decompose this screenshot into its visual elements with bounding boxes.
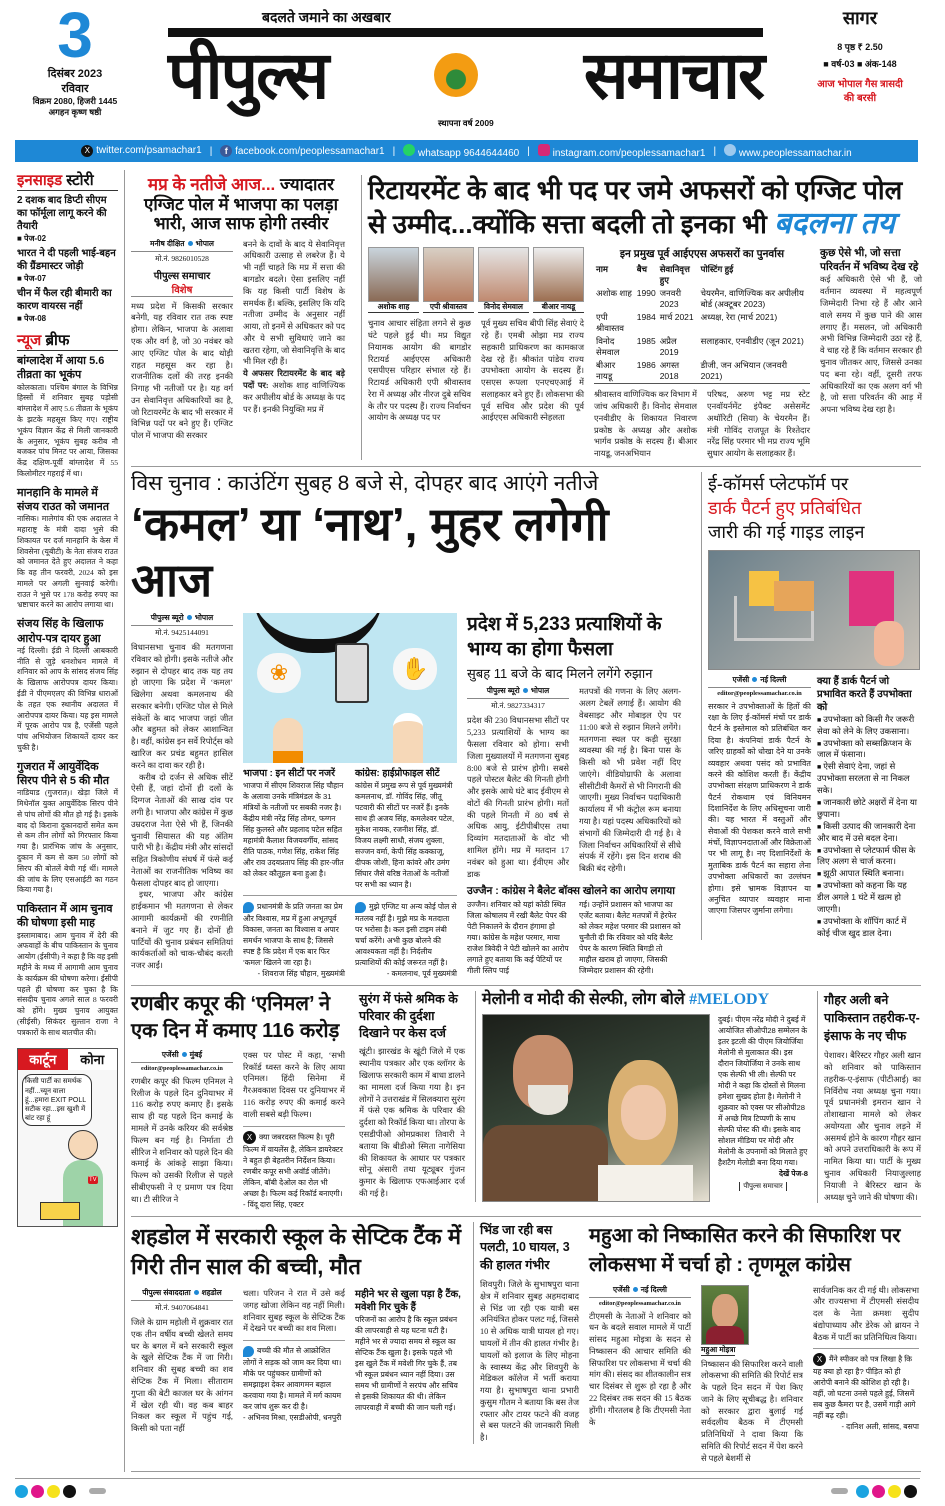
table-cell: मार्च 2021 [659, 312, 694, 323]
facebook-icon: f [220, 145, 232, 157]
weekday: रविवार [61, 83, 89, 95]
edition-city: सागर [842, 8, 878, 28]
officer-photo: एपी श्रीवास्तव [423, 247, 474, 313]
mahua-story [589, 1222, 921, 1465]
ias-rehab-table: इन प्रमुख पूर्व आईएएस अफसरों का पुनर्वास नाम बैच सेवानिवृत्त हुए पोस्टिंग हुई अशोक शाह 1990 जनवरी 2023 चेयरमैन, वाणिज्यिक कर अपीलीय बोर्ड (अक्टूबर 2023) एपी श्रीवास्तव 1984 मार्च 2021 अध्यक्ष, रेरा (मार्च 2021) विनोद सेमवाल 1985 अप्रैल 2019 सलाहकार, एनवीडीए (जून 2021) बीआर नायडू 1986 अगस्त 2018 डीजी, जन अभियान (जनवरी 2021) श्रीवास्तव वाणिज्यिक कर विभाग में जांच अधिकारी हैं। विनोद सेमवाल एनवीडीए के शिकायत निवारण प्रकोष्ठ के अध्यक्ष और अशोक भार्गव प्रकोष्ठ के सदस्य हैं। बीआर नायडू, जनअभियान परिषद, अरुण भट्ट मप्र स्टेट एनवॉयर्नमेंट इंपैक्ट असेसमेंट अथॉरिटी (सिया) के चेयरमैन हैं। मंत्री गोविंद राजपूत के रिश्तेदार नरेंद्र सिंह परमार भी मप्र राज्य भूमि सुधार आयोग के सलाहकार हैं। [594, 248, 810, 459]
color-registration-marks-left [15, 1485, 106, 1498]
photo-credit: पीपुल्स समाचार [739, 1182, 787, 1191]
dark-pattern-list: ■ उपभोक्ता को किसी गैर जरूरी सेवा को लेने के लिए उकसाना। ■ उपभोक्ता को सब्सक्रिप्शन के जाल में फंसाना। ■ ऐसी सेवाएं देना, जहां से उपभोक्ता सरलता से ना निकल सके। ■ जानकारी छोटे अक्षरों में देना या छुपाना। ■ किसी उत्पाद की जानकारी देना और बाद में उसे बदल देना। ■ उपभोक्ता से प्लेटफार्म फीस के लिए अलग से चार्ज करना। ■ झूठी आपात स्थिति बनाना। ■ उपभोक्ता को कहना कि यह डील अगले 1 घंटे में खत्म हो जाएगी। ■ उपभोक्ता के शॉपिंग कार्ट में कोई चीज खुद डाल देना। [817, 714, 920, 940]
lead-body-col: विधानसभा चुनाव की मतगणना रविवार को होगी। इसके नतीजे और रुझान से दोपहर बाद तक यह तय हो जाएगा कि प्रदेश में ‘कमल’ खिलेगा अथवा कमलनाथ की सरकार बनेगी। एग्जिट पोल से मिले संकेतों के बाद भाजपा जहां जीत और बहुमत को लेकर आशान्वित है। वहीं, कांग्रेस इन सर्वे रिपोर्ट्स को खारिज कर प्रचंड बहुमत हासिल करने का दावा कर रही है। करीब दो दर्जन से अधिक सीटें ऐसी हैं, जहां दोनों ही दलों के दिग्गज नेताओं की साख दांव पर लगी है। भाजपा और कांग्रेस में कुछ उम्रदराज नेता ऐसे भी हैं, जिनकी चुनावी सियासत की यह अंतिम पारी भी है। केंद्रीय मंत्री और सांसदों सहित त्रिकोणीय संघर्ष में फंसे कई नेताओं का राजनीतिक भविष्य का फैसला दोपहर बाद हो जाएगा। इधर, भाजपा और कांग्रेस हाईकमान भी मतगणना से लेकर आगामी कार्यक्रमों की रणनीति बनाने में जुट गए हैं। दोनों ही पार्टियों की चुनाव प्रबंधन समितियां कार्यकर्ताओं को चाक-चौबंद करती नजर आईं। [131, 643, 233, 971]
table-cell: जनवरी 2023 [659, 288, 682, 310]
table-cell: चेयरमैन, वाणिज्यिक कर अपीलीय बोर्ड (अक्टूबर 2023) [700, 288, 804, 310]
social-link-whatsapp[interactable]: whatsapp 9644644460 [403, 144, 519, 159]
mp-results-col-2: बनने के दावों के बाद ये सेवानिवृत्त अधिकारी उत्साह से लबरेज हैं। ये भी नहीं चाहते कि मप्र में सत्ता की बागडोर बदले। ऐसा इसलिए नहीं कि यह किसी पार्टी विशेष के समर्थक हैं। बल्कि, इसलिए कि यदि नतीजा उम्मीद के अनुसार नहीं आया, तो इनमें से अधिकतर को पद और ये सभी सुविधाएं जाने का खतरा रहेगा, जो सेवानिवृत्ति के बाद भी मिल रही हैं। ये अफसर रिटायरमेंट के बाद बड़े पदों पर: अशोक शाह वाणिज्यिक कर अपीलीय बोर्ड के अध्यक्ष के पद पर हैं। इनकी नियुक्ति मप्र में [243, 239, 345, 414]
inside-item[interactable]: भारत ने दी पहली भाई-बहन की ग्रैंडमास्टर जोड़ी ■ पेज-07 [17, 248, 116, 283]
lotus-icon: ❀ [257, 653, 301, 693]
quote-icon [243, 1346, 254, 1357]
x-icon: X [243, 1131, 256, 1144]
table-row [594, 287, 810, 311]
table-cell: एपी श्रीवास्तव [596, 312, 625, 334]
news-brief-title: न्यूज ब्रीफ [17, 330, 118, 351]
table-cell: अप्रैल 2019 [659, 336, 679, 358]
mahua-moitra-photo [701, 1285, 749, 1345]
band-lead [131, 467, 921, 986]
cartoon-head [68, 1130, 98, 1160]
melody-story [475, 991, 807, 1202]
table-cell: 1990 [636, 288, 656, 299]
gohar-body: पेशावर। बैरिस्टर गौहर अली खान को शनिवार को पाकिस्तान तहरीक-ए-इंसाफ (पीटीआई) का निर्विरोध नया अध्यक्ष चुना गया। पूर्व प्रधानमंत्री इमरान खान ने तोशाखाना मामले को लेकर अयोग्यता और चुनाव लड़ने में असमर्थ होने के कारण गौहर खान को अपने उत्तराधिकारी के रूप में नामित किया था। पार्टी के मुख्य चुनाव अधिकारी नियाजुल्लाह नियाजी ने बैरिस्टर खान के अध्यक्ष चुने जाने की घोषणा की। [824, 1051, 921, 1202]
social-link-facebook[interactable]: f facebook.com/peoplessamachar1 [220, 145, 384, 157]
candidates-body-2: मतपत्रों की गणना के लिए अलग-अलग टेबलें लगाई हैं। आयोग की वेबसाइट और मोबाइल ऐप पर 11:00 बजे से रुझान मिलने लगेंगे। मतगणना स्थल पर कड़ी सुरक्षा व्यवस्था की गई है। बिना पास के किसी को भी प्रवेश नहीं दिए जाएंगे। वीडियोग्राफी के अलावा सीसीटीवी कैमरों से भी निगरानी की जाएगी। मुख्य निर्वाचन पदाधिकारी कार्यालय में भी कंट्रोल रूम बनाया गया है। यहां पदस्थ अधिकारियों को संभागों की जिम्मेदारी दी गई है। वे जिला निर्वाचन अधिकारियों से सीधे संपर्क में रहेंगे। इस दिन शराब की बिक्री बंद रहेगी। [579, 687, 681, 874]
masthead-right [800, 6, 920, 104]
officer-photo: विनोद सेमवाल [478, 247, 529, 313]
table-cell: डीजी, जन अभियान (जनवरी 2021) [700, 360, 788, 382]
social-link-twitter[interactable]: X twitter.com/psamachar1 [81, 145, 201, 157]
logo-pen-emblem-icon [434, 53, 478, 97]
quote-icon [355, 902, 366, 913]
left-column [17, 170, 125, 1472]
band-middle [131, 986, 921, 1217]
table-cell: सलाहकार, एनवीडीए (जून 2021) [700, 336, 804, 347]
mahua-body-3: सार्वजनिक कर दी गई थी। लोकसभा और राज्यसभा में टीएमसी संसदीय दल के नेता क्रमशः सुदीप बंद्योपाध्याय और डेरेक ओ ब्रायन ने बैठक में पार्टी का प्रतिनिधित्व किया। [813, 1285, 919, 1342]
quote-kamalnath: मुझे एग्जिट या अन्य कोई पोल से मतलब नहीं है। मुझे मप्र के मतदाता पर भरोसा है। कल इसी टाइम लंबी चर्चा करेंगे। अभी कुछ बोलने की आवश्यकता नहीं है। निर्दलीय प्रत्याशियों की कोई जरूरत नहीं है। - कमलनाथ, पूर्व मुख्यमंत्री [355, 902, 457, 978]
brief-item: गुजरात में आयुर्वेदिक सिरप पीने से 5 की मौत नाडियाड (गुजरात)। खेड़ा जिले में मिथेनॉल युक्त आयुर्वेदिक सिरप पीने से पांच लोगों की मौत हो गई है। इसके बाद दो किराना दुकानदारों समेत कम से कम तीन लोगों को गिरफ्तार किया गया है। प्रारंभिक जांच के अनुसार, दुकान में कम से कम 50 लोगों को सिरप की बोतलें बेची गई थीं। मामले की जांच के लिए एसआईटी का गठन किया गया है। [17, 760, 118, 895]
candidates-body-1: प्रदेश की 230 विधानसभा सीटों पर 5,233 प्रत्याशियों के भाग्य का फैसला रविवार को होगा। सभी जिला मुख्यालयों में मतगणना सुबह 8:00 बजे से प्रारंभ होगी। सबसे पहले पोस्टल बैलेट की गिनती होगी और इसके आधे घंटे बाद ईवीएम से वोटों की गिनती प्रारंभ होगी। मतों की पहले गिनती में 80 वर्ष से अधिक आयु, ईटीपीबीएस तथा दिव्यांग मतदाताओं के वोट भी शामिल होंगे। मप्र में मतदान 17 नवंबर को हुआ था। ईवीएम और डाक [467, 716, 569, 879]
hand-icon: ✋ [393, 648, 437, 690]
logo-left-text: पीपुल्स [168, 37, 328, 112]
cartoon-speech-bubble: किसी पार्टी का समर्थक नहीं...च्यून वाला हूं...हमारा EXIT POLL सटीक रहा...इस खुशी में बांट रहा हूं [22, 1074, 92, 1125]
ujjain-body-2: गई। उन्होंने प्रशासन को भाजपा का एजेंट बताया। बैलेट मतपत्रों में हेरफेर को लेकर महेश परमार की प्रशासन को चुनौती दी कि रविवार को यदि बैलेट पेपर के कारण स्थिति बिगड़ी तो माहौल खराब हो जाएगा, जिसकी जिम्मेदार प्रशासन की रहेगी। [579, 900, 681, 976]
shahdol-byline: पीपुल्स संवाददाता शहडोल मो.नं. 9407064841 [131, 1288, 233, 1317]
pages-price: 8 पृष्ठ ₹ 2.50 [837, 42, 883, 52]
retirement-body-3: श्रीवास्तव वाणिज्यिक कर विभाग में जांच अधिकारी हैं। विनोद सेमवाल एनवीडीए के शिकायत निवारण प्रकोष्ठ के अध्यक्ष और अशोक भार्गव प्रकोष्ठ के सदस्य हैं। बीआर नायडू, जनअभियान [594, 390, 697, 459]
bjp-seats: भाजपा : इन सीटों पर नजरें भाजपा में सीएम शिवराज सिंह चौहान के अलावा उनके मंत्रिमंडल के 31 मंत्रियों के नतीजों पर सबकी नजर है। केंद्रीय मंत्री नरेंद्र सिंह तोमर, फग्गन सिंह कुलस्ते और प्रहलाद पटेल सहित महामंत्री कैलाश विजयवर्गीय, सांसद रीति पाठक, गणेश सिंह, राकेश सिंह और राव उदयप्रताप सिंह की हार-जीत को लेकर कौतूहल बना हुआ है। [243, 768, 344, 879]
animal-quote: X क्या जबरदस्त फिल्म है। पूरी फिल्म में वायलेंस है, लेकिन डायरेक्टर ने बहुत ही बेहतरीन निर्देशन किया। रणबीर कपूर सभी अवॉर्ड जीतेंगे। लेकिन, बॉबी देओल का रोल भी अच्छा है। फिल्म कई रिकॉर्ड बनाएगी। - विंदू दारा सिंह, एक्टर [243, 1126, 345, 1210]
inside-item[interactable]: चीन में फैल रही बीमारी का कारण वायरस नहीं ■ पेज-08 [17, 288, 112, 323]
mahua-photo-caption: महुआ मोइत्रा [701, 1344, 736, 1354]
special-note: आज भोपाल गैस त्रासदी की बरसी [817, 79, 903, 104]
ias-table: नाम बैच सेवानिवृत्त हुए पोस्टिंग हुई अशोक शाह 1990 जनवरी 2023 चेयरमैन, वाणिज्यिक कर अपीलीय बोर्ड (अक्टूबर 2023) एपी श्रीवास्तव 1984 मार्च 2021 अध्यक्ष, रेरा (मार्च 2021) विनोद सेमवाल 1985 अप्रैल 2019 सलाहकार, एनवीडीए (जून 2021) बीआर नायडू 1986 अगस्त 2018 डीजी, जन अभियान (जनवरी 2021) [594, 263, 810, 384]
shahdol-body-2: चला। परिजन ने रात में उसे कई जगह खोजा लेकिन वह नहीं मिली। शनिवार सुबह स्कूल के सेप्टिक टैंक में देखने पर बच्ची का शव मिला। [243, 1289, 345, 1334]
shahdol-headline[interactable]: शहडोल में सरकारी स्कूल के सेप्टिक टैंक में गिरी तीन साल की बच्ची, मौत [131, 1223, 461, 1280]
cartoon-image [18, 1070, 117, 1225]
animal-byline: एजेंसी मुंबई editor@peoplessamachar.co.in [131, 1050, 233, 1076]
retirement-headline[interactable]: रिटायरमेंट के बाद भी पद पर जमे अफसरों को एग्जिट पोल से उम्मीद...क्योंकि सत्ता बदली तो इनका भी बदलना तय [368, 175, 903, 241]
tunnel-body: खूंटी। झारखंड के खूंटी जिले में एक स्थानीय पत्रकार और एक व्लॉगर के खिलाफ सरकारी काम में बाधा डालने का मामला दर्ज किया गया है। इन लोगों ने उत्तराखंड में सिलक्यारा सुरंग में फंसे एक श्रमिक के परिवार की दुर्दशा को रिकॉर्ड किया था। तोरपा के एसडीपीओ ओमप्रकाश तिवारी ने बताया कि बीडीओ स्मिता नागेसिया की शिकायत के आधार पर पत्रकार सोनू अंसारी तथा यूट्यूबर गुंजन कुमार के खिलाफ एफआईआर दर्ज की गई है। [359, 1047, 465, 1198]
dark-pattern-box: क्या हैं डार्क पैटर्न जो प्रभावित करते हैं उपभोक्ता को ■ उपभोक्ता को किसी गैर जरूरी सेवा को लेने के लिए उकसाना। ■ उपभोक्ता को सब्सक्रिप्शन के जाल में फंसाना। ■ ऐसी सेवाएं देना, जहां से उपभोक्ता सरलता से ना निकल सके। ■ जानकारी छोटे अक्षरों में देना या छुपाना। ■ किसी उत्पाद की जानकारी देना और बाद में उसे बदल देना। ■ उपभोक्ता से प्लेटफार्म फीस के लिए अलग से चार्ज करना। ■ झूठी आपात स्थिति बनाना। ■ उपभोक्ता को कहना कि यह डील अगले 1 घंटे में खत्म हो जाएगी। ■ उपभोक्ता के शॉपिंग कार्ट में कोई चीज खुद डाल देना। [817, 675, 920, 940]
table-row [594, 359, 810, 384]
social-bar: X twitter.com/psamachar1 | f facebook.com/peoplessamachar1 | whatsapp 9644644460 | instagram.com/peoplessamachar1 | www.peoplessamachar.in [15, 140, 918, 162]
mahua-headline[interactable]: महुआ को निष्कासित करने की सिफारिश पर लोकसभा में चर्चा हो : तृणमूल कांग्रेस [589, 1224, 901, 1276]
table-cell: अशोक शाह [596, 288, 632, 299]
candidates-story [467, 613, 681, 976]
tunnel-headline[interactable]: सुरंग में फंसे श्रमिक के परिवार की दुर्दशा दिखाने पर केस दर्ज [359, 991, 458, 1040]
brief-item: बांग्लादेश में आया 5.6 तीव्रता का भूकंप कोलकाता। पश्चिम बंगाल के विभिन्न हिस्सों में शनिवार सुबह पड़ोसी बांग्लादेश में आए 5.6 तीव्रता के भूकंप के झटके महसूस किए गए। राष्ट्रीय भूकंप विज्ञान केंद्र से मिली जानकारी के अनुसार, भूकंप सुबह करीब नौ बजकर पांच मिनट पर आया, जिसका केंद्र दक्षिण-पूर्वी बांग्लादेश में 55 किलोमीटर गहराई में था। [17, 355, 118, 478]
candidates-byline: पीपुल्स ब्यूरो भोपाल मो.नं. 9827334317 [467, 686, 569, 715]
retirement-body-4: परिषद, अरुण भट्ट मप्र स्टेट एनवॉयर्नमेंट इंपैक्ट असेसमेंट अथॉरिटी (सिया) के चेयरमैन हैं। मंत्री गोविंद राजपूत के रिश्तेदार नरेंद्र सिंह परमार भी मप्र राज्य भूमि सुधार आयोग के सलाहकार हैं। [707, 390, 810, 459]
sweets-box [40, 1202, 80, 1220]
logo-right-text: समाचार [583, 37, 763, 112]
mahua-byline: एजेंसी नई दिल्ली editor@peoplessamachar.co.in [589, 1285, 691, 1311]
mahua-body-2: निष्कासन की सिफारिश करने वाली लोकसभा की समिति की रिपोर्ट सत्र के पहले दिन सदन में पेश किए जाने के लिए सूचीबद्ध है। शनिवार को सरकार द्वारा बुलाई गई सर्वदलीय बैठक में टीएमसी प्रतिनिधियों ने दावा किया कि समिति की रिपोर्ट सदन में पेश करने से पहले बेशर्मी से [701, 1359, 803, 1463]
instagram-icon [538, 144, 550, 156]
inside-story-title: इनसाइड स्टोरी [17, 170, 118, 191]
main-content [131, 170, 921, 1472]
calendar-era: विक्रम 2080, हिजरी 1445 [32, 96, 118, 106]
mahua-quote: X मैंने स्पीकर को पत्र लिखा है कि यह क्या हो रहा है? पीड़ित को ही आरोपी बनाने की कोशिश हो रही है। वहीं, जो घटना उनसे पहले हुई, जिसमें सब कुछ कैमरा पर है, उसमें गाड़ी आगे नहीं बढ़ रही। - दानिश अली, सांसद, बसपा [813, 1348, 919, 1432]
tithi: अगहन कृष्ण षष्ठी [48, 107, 102, 117]
gohar-story [817, 991, 921, 1204]
animal-headline[interactable]: रणबीर कपूर की ‘एनिमल’ ने एक दिन में कमाए 116 करोड़ [131, 992, 340, 1042]
footer-marks [15, 1478, 920, 1498]
melody-headline[interactable]: मेलोनी व मोदी की सेल्फी, लोग बोले #MELODY [482, 990, 770, 1008]
inside-item[interactable]: 2 दशक बाद डिप्टी सीएम का फॉर्मूला लागू करने की तैयारी ■ पेज-02 [17, 195, 107, 243]
quote-shivraj: प्रधानमंत्री के प्रति जनता का प्रेम और विश्वास, मप्र में हुआ अभूतपूर्व विकास, जनता का विश्वास व अपार समर्थन भाजपा के साथ है; जिससे स्पष्ट है कि प्रदेश में एक बार फिर ‘कमल’ खिलने जा रहा है। - शिवराज सिंह चौहान, मुख्यमंत्री [243, 902, 345, 978]
shahdol-body-1: जिले के ग्राम महोली में शुक्रवार रात एक तीन वर्षीय बच्ची खेलते समय घर के बगल में बने सरकारी स्कूल के खुले सेप्टिक टैंक में जा गिरी। शनिवार की सुबह बच्ची का शव सेप्टिक टैंक में मिला। सीताराम गुप्ता की बेटी काजल घर के आंगन में खेल रही थी। वह कब बाहर निकल कर स्कूल में पहुंच गई, किसी को पता नहीं [131, 1318, 233, 1434]
melody-body: दुबई। पीएम नरेंद्र मोदी ने दुबई में आयोजित सीओपी28 सम्मेलन के इतर इटली की पीएम जियोर्जिया मेलोनी से मुलाकात की। इस दौरान जियोर्जिया ने उनके साथ एक सेल्फी भी ली। सेल्फी पर मोदी ने कहा कि दोस्तों से मिलना हमेशा सुखद होता है। मेलोनी ने शुक्रवार को एक्स पर सीओपी28 में अच्छे मित्र टिप्पणी के साथ सेल्फी पोस्ट की थी। इसके बाद सोशल मीडिया पर मोदी और मेलोनी के उपनामों को मिलाते हुए हैशटैग मेलोडी बना दिया गया। देखें पेज-8 [718, 1015, 808, 1179]
table-cell: विनोद सेमवाल [596, 336, 620, 358]
table-cell: अध्यक्ष, रेरा (मार्च 2021) [700, 312, 778, 323]
social-link-website[interactable]: www.peoplessamachar.in [724, 144, 852, 159]
gohar-headline[interactable]: गौहर अली बने पाकिस्तान तहरीक-ए-इंसाफ के नए चीफ [824, 992, 920, 1044]
congress-seats: कांग्रेस: हाईप्रोफाइल सीटें कांग्रेस में प्रमुख रूप से पूर्व मुख्यमंत्री कमलनाथ, डॉ. गोविंद सिंह, जीतू पटवारी की सीटों पर नजरें हैं। इनके साथ ही अजय सिंह, कमलेश्वर पटेल, मुकेश नायक, रजनीश सिंह, डॉ. विजय लक्ष्मी साधौ, संजय शुक्ला, सज्जन वर्मा, केपी सिंह कक्काजू, दीपक जोशी, हिना कांवरे और उमंग सिंघार जैसे वरिष्ठ नेताओं के नतीजों पर सभी का ध्यान है। [355, 768, 455, 890]
tv-badge: TV [89, 1176, 97, 1183]
shopping-cart-photo [708, 550, 920, 670]
retirement-body-1: चुनाव आचार संहिता लगने से कुछ घंटे पहले हुई थी। मप्र विद्युत नियामक आयोग की बागडोर रिटायर्ड आईएएस अधिकारी एसपीएस परिहार संभाल रहे हैं। रिटायर्ड अधिकारी एपी श्रीवास्तव रेरा में अध्यक्ष और नीरज दुबे सचिव के तौर पर पदस्थ हैं। राज्य निर्वाचन आयोग के अध्यक्ष पद पर [368, 319, 471, 423]
mahua-photo-block [701, 1285, 803, 1356]
table-cell: बीआर नायडू [596, 360, 616, 382]
bhind-body: शिवपुरी। जिले के सुभाषपुरा थाना क्षेत्र में शनिवार सुबह अहमदाबाद से भिंड जा रही एक यात्री बस अनियंत्रित होकर पलट गई, जिससे 10 से अधिक यात्री घायल हो गए। घायलों में तीन की हालत गंभीर है। घायलों को इलाज के लिए मोहना के स्वास्थ्य केंद्र और शिवपुरी के मेडिकल कॉलेज में भर्ती कराया गया है। सुभाषपुरा थाना प्रभारी कुसुम गौतम ने बताया कि बस तेज रफ्तार और टायर फटने की वजह से बस पलटने की जानकारी मिली है। [480, 1280, 579, 1443]
mp-results-body-1: मध्य प्रदेश में किसकी सरकार बनेगी, यह रविवार रात तक स्पष्ट होगा। लेकिन, भाजपा के अलावा एक और वर्ग है, जो 30 नवंबर को आए एग्जिट पोल के बाद थोड़ी राहत महसूस कर रहा है। राजनीतिक दलों की तरह इनकी निगाह भी नतीजों पर है। यह वर्ग उन सेवानिवृत्त अधिकारियों का है, जो रिटायरमेंट के बाद भी सरकार में विभिन्न पदों पर बने हुए हैं। एग्जिट पोल में भाजपा की सरकार [131, 301, 233, 441]
retirement-story [361, 175, 921, 460]
ecommerce-headline[interactable]: ई-कॉमर्स प्लेटफॉर्म पर डार्क पैटर्न हुए प्रतिबंधित जारी की गई गाइड लाइन [708, 473, 865, 543]
lead-headline[interactable]: ‘कमल’ या ‘नाथ’, मुहर लगेगी आज [131, 498, 609, 607]
candidates-headline[interactable]: प्रदेश में 5,233 प्रत्याशियों के भाग्य का होगा फैसला [467, 614, 662, 660]
color-registration-marks-right [831, 1485, 920, 1498]
band-bottom [131, 1217, 921, 1472]
table-cell: 1986 [636, 360, 656, 371]
candidates-subhead: सुबह 11 बजे के बाद मिलने लगेंगे रुझान [467, 666, 653, 682]
bjp-leader-figure [273, 718, 303, 763]
shahdol-quote: बच्ची की मौत से आक्रोशित लोगों ने सड़क को जाम कर दिया था। मौके पर पहुंचकर ग्रामीणों को समझाइश देकर आवागमन बहाल करवाया गया है। मामले में मर्ग कायम कर जांच शुरू कर दी है। - अभिनव मिश्रा, एसडीओपी, धनपुरी [243, 1340, 345, 1423]
officer-photo: बीआर नायडू [533, 247, 584, 313]
election-cartoon [243, 613, 457, 763]
mahua-body-1: टीएमसी के नेताओं ने शनिवार को धन के बदले सवाल मामले में पार्टी सांसद महुआ मोइत्रा के सदन से निष्कासन की आचार समिति की सिफारिश पर लोकसभा में चर्चा की मांग की। संसद का शीतकालीन सत्र चार दिसंबर से शुरू हो रहा है और 22 दिसंबर तक सदन की 15 बैठक होंगी। गौरतलब है कि टीएमसी नेता के [589, 1311, 691, 1427]
lead-story [131, 472, 691, 979]
brief-item: संजय सिंह के खिलाफ आरोप-पत्र दायर हुआ नई दिल्ली। ईडी ने दिल्ली आबकारी नीति से जुड़े धनशोधन मामले में शनिवार को आप के सांसद संजय सिंह के खिलाफ आरोपपत्र दायर किया। ईडी ने पीएमएलए की विभिन्न धाराओं के तहत एक स्थानीय अदालत में आरोपपत्र दायर किया। यह इस मामले में पूरक आरोप पत्र है, एजेंसी पहले पांच अभियोजन शिकायतें दायर कर चुकी है। [17, 618, 118, 752]
brief-item: पाकिस्तान में आम चुनाव की घोषणा इसी माह इस्लामाबाद। आम चुनाव में देरी की अफवाहों के बीच पाकिस्तान के चुनाव आयोग (ईसीपी) ने कहा है कि वह इसी महीने के मध्य में आगामी आम चुनाव के कार्यक्रम की घोषणा करेगा। ईसीपी पहले ही घोषणा कर चुका है कि संसदीय चुनाव अगले साल 8 फरवरी को होंगे। मुख्य चुनाव आयुक्त (सीईसी) सिकंदर सुल्तान राजा ने पत्रकारों के साथ बातचीत की। [17, 903, 118, 1037]
modi-meloni-selfie-photo [482, 1014, 710, 1202]
tagline: बदलते जमाने का अखबार [262, 9, 391, 25]
lead-byline: पीपुल्स ब्यूरो भोपाल मो.नं. 9425144091 [131, 613, 233, 642]
masthead-date [30, 0, 120, 118]
shahdol-sidebar: महीने भर से खुला पड़ा है टैंक, मवेशी गिर चुके हैं परिजनों का आरोप है कि स्कूल प्रबंधन की लापरवाही से यह घटना घटी है। महीने भर से ज्यादा समय से स्कूल का सेप्टिक टैंक खुला है। इसके पहले भी इस खुले टैंक में मवेशी गिर चुके हैं, तब भी स्कूल प्रबंधन ध्यान नहीं दिया। उस समय भी ग्रामीणों ने सरपंच और सचिव से इसकी शिकायत की थी। लेकिन लापरवाही में बच्ची की जान चली गई। [355, 1289, 461, 1413]
founded-year: स्थापना वर्ष 2009 [438, 118, 494, 128]
bhind-headline[interactable]: भिंड जा रही बस पलटी, 10 घायल, 3 की हालत गंभीर [480, 1222, 570, 1272]
whatsapp-icon [403, 144, 415, 156]
cartoon-corner [17, 1048, 118, 1226]
mp-results-byline: मनीष दीक्षित भोपाल मो.नं. 9826010528 [131, 239, 233, 268]
table-cell: अगस्त 2018 [659, 360, 680, 382]
cartoon-label-red: कार्टून [18, 1049, 68, 1070]
brief-item: मानहानि के मामले में संजय राउत को जमानत नासिक। मालेगांव की एक अदालत ने महाराष्ट्र के मंत्री दादा भुसे की शिकायत पर दर्ज मानहानि के केस में शिवसेना (यूबीटी) के नेता संजय राउत को जमानत देते हुए अदालत ने कहा कि वह तीन फरवरी, 2024 को इस मामले पर अगली सुनवाई करेगी। राउत ने भुसे पर 178 करोड़ रुपए का भ्रष्टाचार करने का आरोप लगाया था। [17, 486, 118, 610]
table-cell: 1984 [636, 312, 656, 323]
quote-icon [243, 902, 254, 913]
congress-leader-figure [393, 713, 423, 763]
ujjain-body-1: उज्जैन। शनिवार को यहां कोठी स्थित जिला कोषालय में रखी बैलेट पेपर की पेटी निकालने के दौरान हंगामा हो गया। कांग्रेस के महेश परमार, माया राजेश त्रिवेदी ने पेटी खोलने का आरोप लगाते हुए बताया कि कई पेटियों पर गीली स्लिप पाई [467, 900, 569, 976]
officer-photo: अशोक शाह [368, 247, 419, 313]
table-cell: 1985 [636, 336, 656, 347]
animal-story [131, 991, 349, 1210]
date-month: दिसंबर 2023 [47, 68, 103, 80]
band-top [131, 170, 921, 467]
x-icon: X [813, 1353, 826, 1366]
ecommerce-story [701, 472, 921, 940]
evm-machine-icon [335, 643, 369, 703]
date-day: 3 [57, 0, 93, 71]
social-link-instagram[interactable]: instagram.com/peoplessamachar1 [538, 144, 706, 159]
x-icon: X [81, 145, 93, 157]
animal-body-2: एक्स पर पोस्ट में कहा, ‘सभी रिकॉर्ड ध्वस्त करने के लिए आया एनिमल। हिंदी सिनेमा में गैरअवकाश दिवस पर दुनियाभर में 116 करोड़ रुपए की कमाई करने वाली सबसे बड़ी फिल्म। [243, 1050, 345, 1119]
table-row [594, 311, 810, 335]
newspaper-logo [168, 28, 763, 112]
mp-results-headline[interactable]: मप्र के नतीजे आज... ज्यादातर एग्जिट पोल में भाजपा का पलड़ा भारी, आज साफ होगी तस्वीर [143, 175, 339, 234]
globe-icon [724, 144, 736, 156]
retirement-body-2: पूर्व मुख्य सचिव बीपी सिंह सेवाएं दे रहे हैं। एमबी ओझा मप्र राज्य सहकारी प्राधिकरण का कामकाज देख रहे हैं। श्रीकांत पांडेय राज्य उपभोक्ता आयोग के सदस्य हैं। एसएस रूपला एनएचएआई में सलाहकार बने हुए हैं। लोकसभा की पूर्व सचिव और प्रदेश की पूर्व आईएएस अधिकारी स्नेहलता [481, 319, 584, 423]
officer-photos [368, 247, 584, 313]
table-row [594, 335, 810, 359]
tunnel-story [359, 991, 465, 1200]
shahdol-story [131, 1222, 463, 1435]
animal-body-1: रणबीर कपूर की फिल्म एनिमल ने रिलीज के पहले दिन दुनियाभर में 116 करोड़ रुपए कमाए हैं। इसके साथ ही यह पहले दिन कमाई के मामले में उनके करियर की सर्वश्रेष्ठ फिल्म बन गई है। निर्माता टी सीरिज ने शनिवार को पहले दिन की कमाई के आंकड़े साझा किया। फिल्म को उसकी रिलीज से पहले सीबीएफसी ने ए प्रमाण पत्र दिया था। टी सीरिज ने [131, 1076, 234, 1204]
special-badge: पीपुल्स समाचार विशेष [131, 268, 233, 297]
ecommerce-byline: एजेंसी नई दिल्ली editor@peoplessamachar.co.in [708, 675, 811, 701]
ecommerce-body: सरकार ने उपभोक्ताओं के हितों की रक्षा के लिए ई-कॉमर्स मंचों पर डार्क पैटर्न के इस्तेमाल को प्रतिबंधित कर दिया है। कंपनियां डार्क पैटर्न के जरिए ग्राहकों को धोखा देने या उनके व्यवहार अथवा पसंद को प्रभावित करने की कोशिश करती हैं। केंद्रीय उपभोक्ता संरक्षण प्राधिकरण ने डार्क पैटर्न रोकथाम एवं विनियमन दिशानिर्देश के लिए अधिसूचना जारी की। यह भारत में वस्तुओं और सेवाओं की पेशकश करने वाले सभी मंचों, विज्ञापनदाताओं और विक्रेताओं पर भी लागू है। नए दिशानिर्देशों के मुताबिक डार्क पैटर्न का सहारा लेना उपभोक्ता अधिकारों का उल्लंघन होगा। इसे भ्रामक विज्ञापन या अनुचित व्यापार व्यवहार माना जाएगा जिसपर जुर्माना लगेगा। [708, 701, 811, 916]
cartoon-label-black: कोना [80, 1052, 105, 1068]
issue-number: ■ वर्ष-03 ■ अंक-148 [823, 59, 897, 69]
mp-results-story [131, 175, 351, 442]
bhind-story [473, 1222, 579, 1444]
ujjain-headline[interactable]: उज्जैन : कांग्रेस ने बैलेट बॉक्स खोलने का आरोप लगाया [467, 885, 675, 898]
lead-kicker: विस चुनाव : काउंटिंग सुबह 8 बजे से, दोपहर बाद आएंगे नतीजे [131, 471, 599, 495]
retirement-sidebar: कुछ ऐसे भी, जो सत्ता परिवर्तन में भविष्य देख रहे कई अधिकारी ऐसे भी हैं, जो वर्तमान व्यवस्था में महत्वपूर्ण जिम्मेदारी निभा रहे हैं और आने वाले समय में कुछ पाने की आस लगाए हैं। मसलन, जो अधिकारी अभी विभिन्न जिम्मेदारी उठा रहे हैं, वे चाह रहे हैं कि वर्तमान सरकार ही चुनाव जीतकर आए, जिससे उनका पद बना रहे। वहीं, दूसरी तरफ अधिकारियों का एक अलग वर्ग भी है, जो सत्ता परिवर्तन की आड़ में अपना भविष्य देख रहा है। [820, 247, 922, 415]
